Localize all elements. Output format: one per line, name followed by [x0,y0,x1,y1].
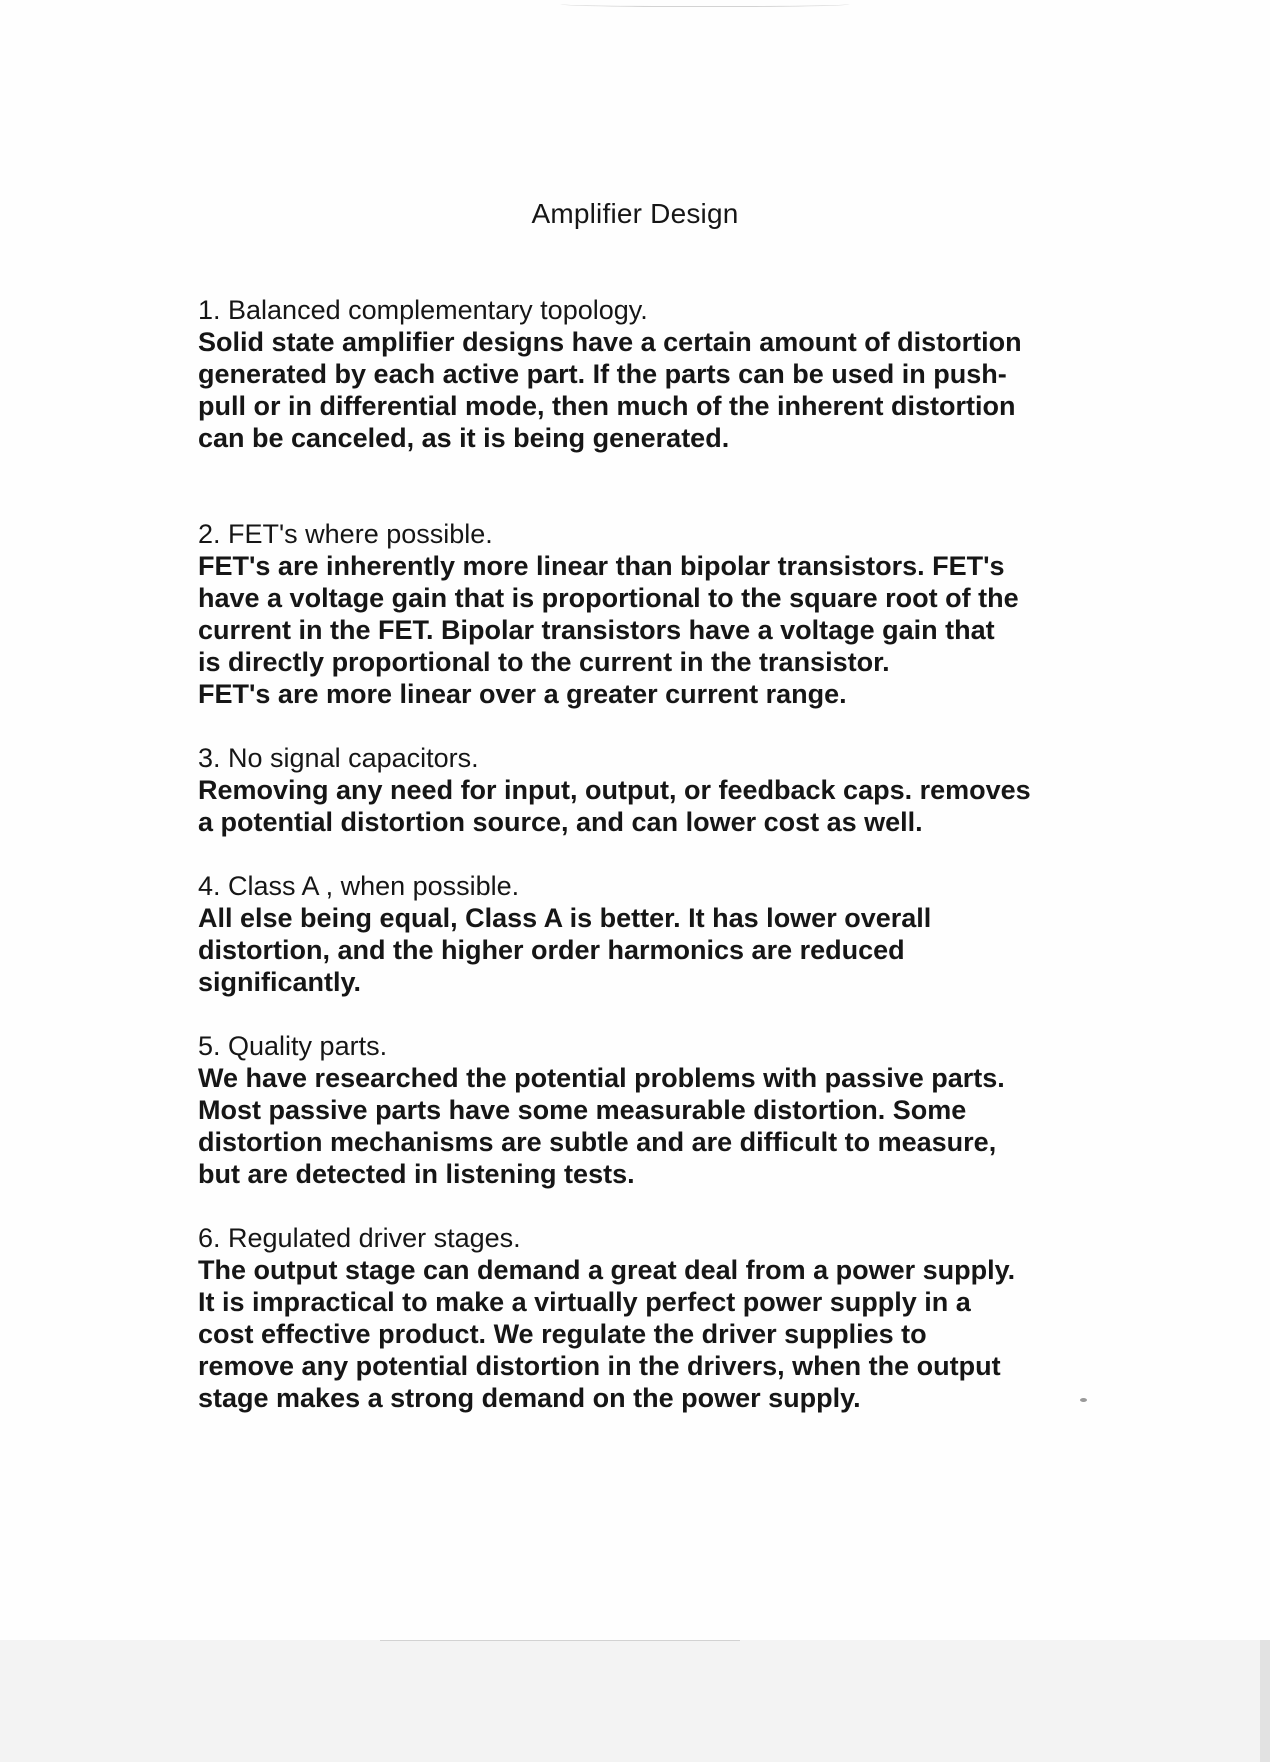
section-line: significantly. [198,967,362,997]
section-heading: 5. Quality parts. [198,1031,388,1061]
section-line: Most passive parts have some measurable distortion. Some [198,1095,967,1125]
section-line: All else being equal, Class A is better. It has lower overall [198,903,932,933]
section-line: It is impractical to make a virtually perfect power supply in a [198,1287,971,1317]
scan-speck [1080,1398,1087,1402]
section-line: FET's are inherently more linear than bipolar transistors. FET's [198,551,1005,581]
scan-edge-line [380,1640,740,1641]
scan-edge-top [560,0,850,7]
section-line: but are detected in listening tests. [198,1159,635,1189]
section-line: Solid state amplifier designs have a certain amount of distortion [198,327,1022,357]
section-line: FET's are more linear over a greater current range. [198,679,847,709]
section-regulated-driver-stages [198,1222,1128,1414]
section-fets [198,518,1128,710]
section-line: is directly proportional to the current in the transistor. [198,647,890,677]
section-no-signal-capacitors [198,742,1128,838]
document-body [198,294,1128,1414]
section-line: cost effective product. We regulate the driver supplies to [198,1319,927,1349]
scan-bottom-margin [0,1640,1270,1762]
section-class-a [198,870,1128,998]
scan-edge-right [1260,1640,1270,1762]
section-heading: 4. Class A , when possible. [198,871,520,901]
section-line: a potential distortion source, and can lower cost as well. [198,807,923,837]
document-title: Amplifier Design [531,198,739,229]
section-quality-parts [198,1030,1128,1190]
section-line: pull or in differential mode, then much of the inherent distortion [198,391,1016,421]
section-line: current in the FET. Bipolar transistors have a voltage gain that [198,615,995,645]
section-line: stage makes a strong demand on the power supply. [198,1383,861,1413]
section-heading: 6. Regulated driver stages. [198,1223,521,1253]
section-line: The output stage can demand a great deal from a power supply. [198,1255,1016,1285]
section-line: generated by each active part. If the parts can be used in push- [198,359,1007,389]
section-heading: 3. No signal capacitors. [198,743,479,773]
section-line: We have researched the potential problems with passive parts. [198,1063,1005,1093]
section-line: distortion, and the higher order harmonics are reduced [198,935,905,965]
section-line: remove any potential distortion in the drivers, when the output [198,1351,1001,1381]
section-balanced-topology [198,294,1128,454]
section-line: Removing any need for input, output, or feedback caps. removes [198,775,1031,805]
section-heading: 1. Balanced complementary topology. [198,295,648,325]
section-line: can be canceled, as it is being generated. [198,423,730,453]
section-heading: 2. FET's where possible. [198,519,493,549]
section-line: have a voltage gain that is proportional to the square root of the [198,583,1019,613]
section-line: distortion mechanisms are subtle and are difficult to measure, [198,1127,997,1157]
